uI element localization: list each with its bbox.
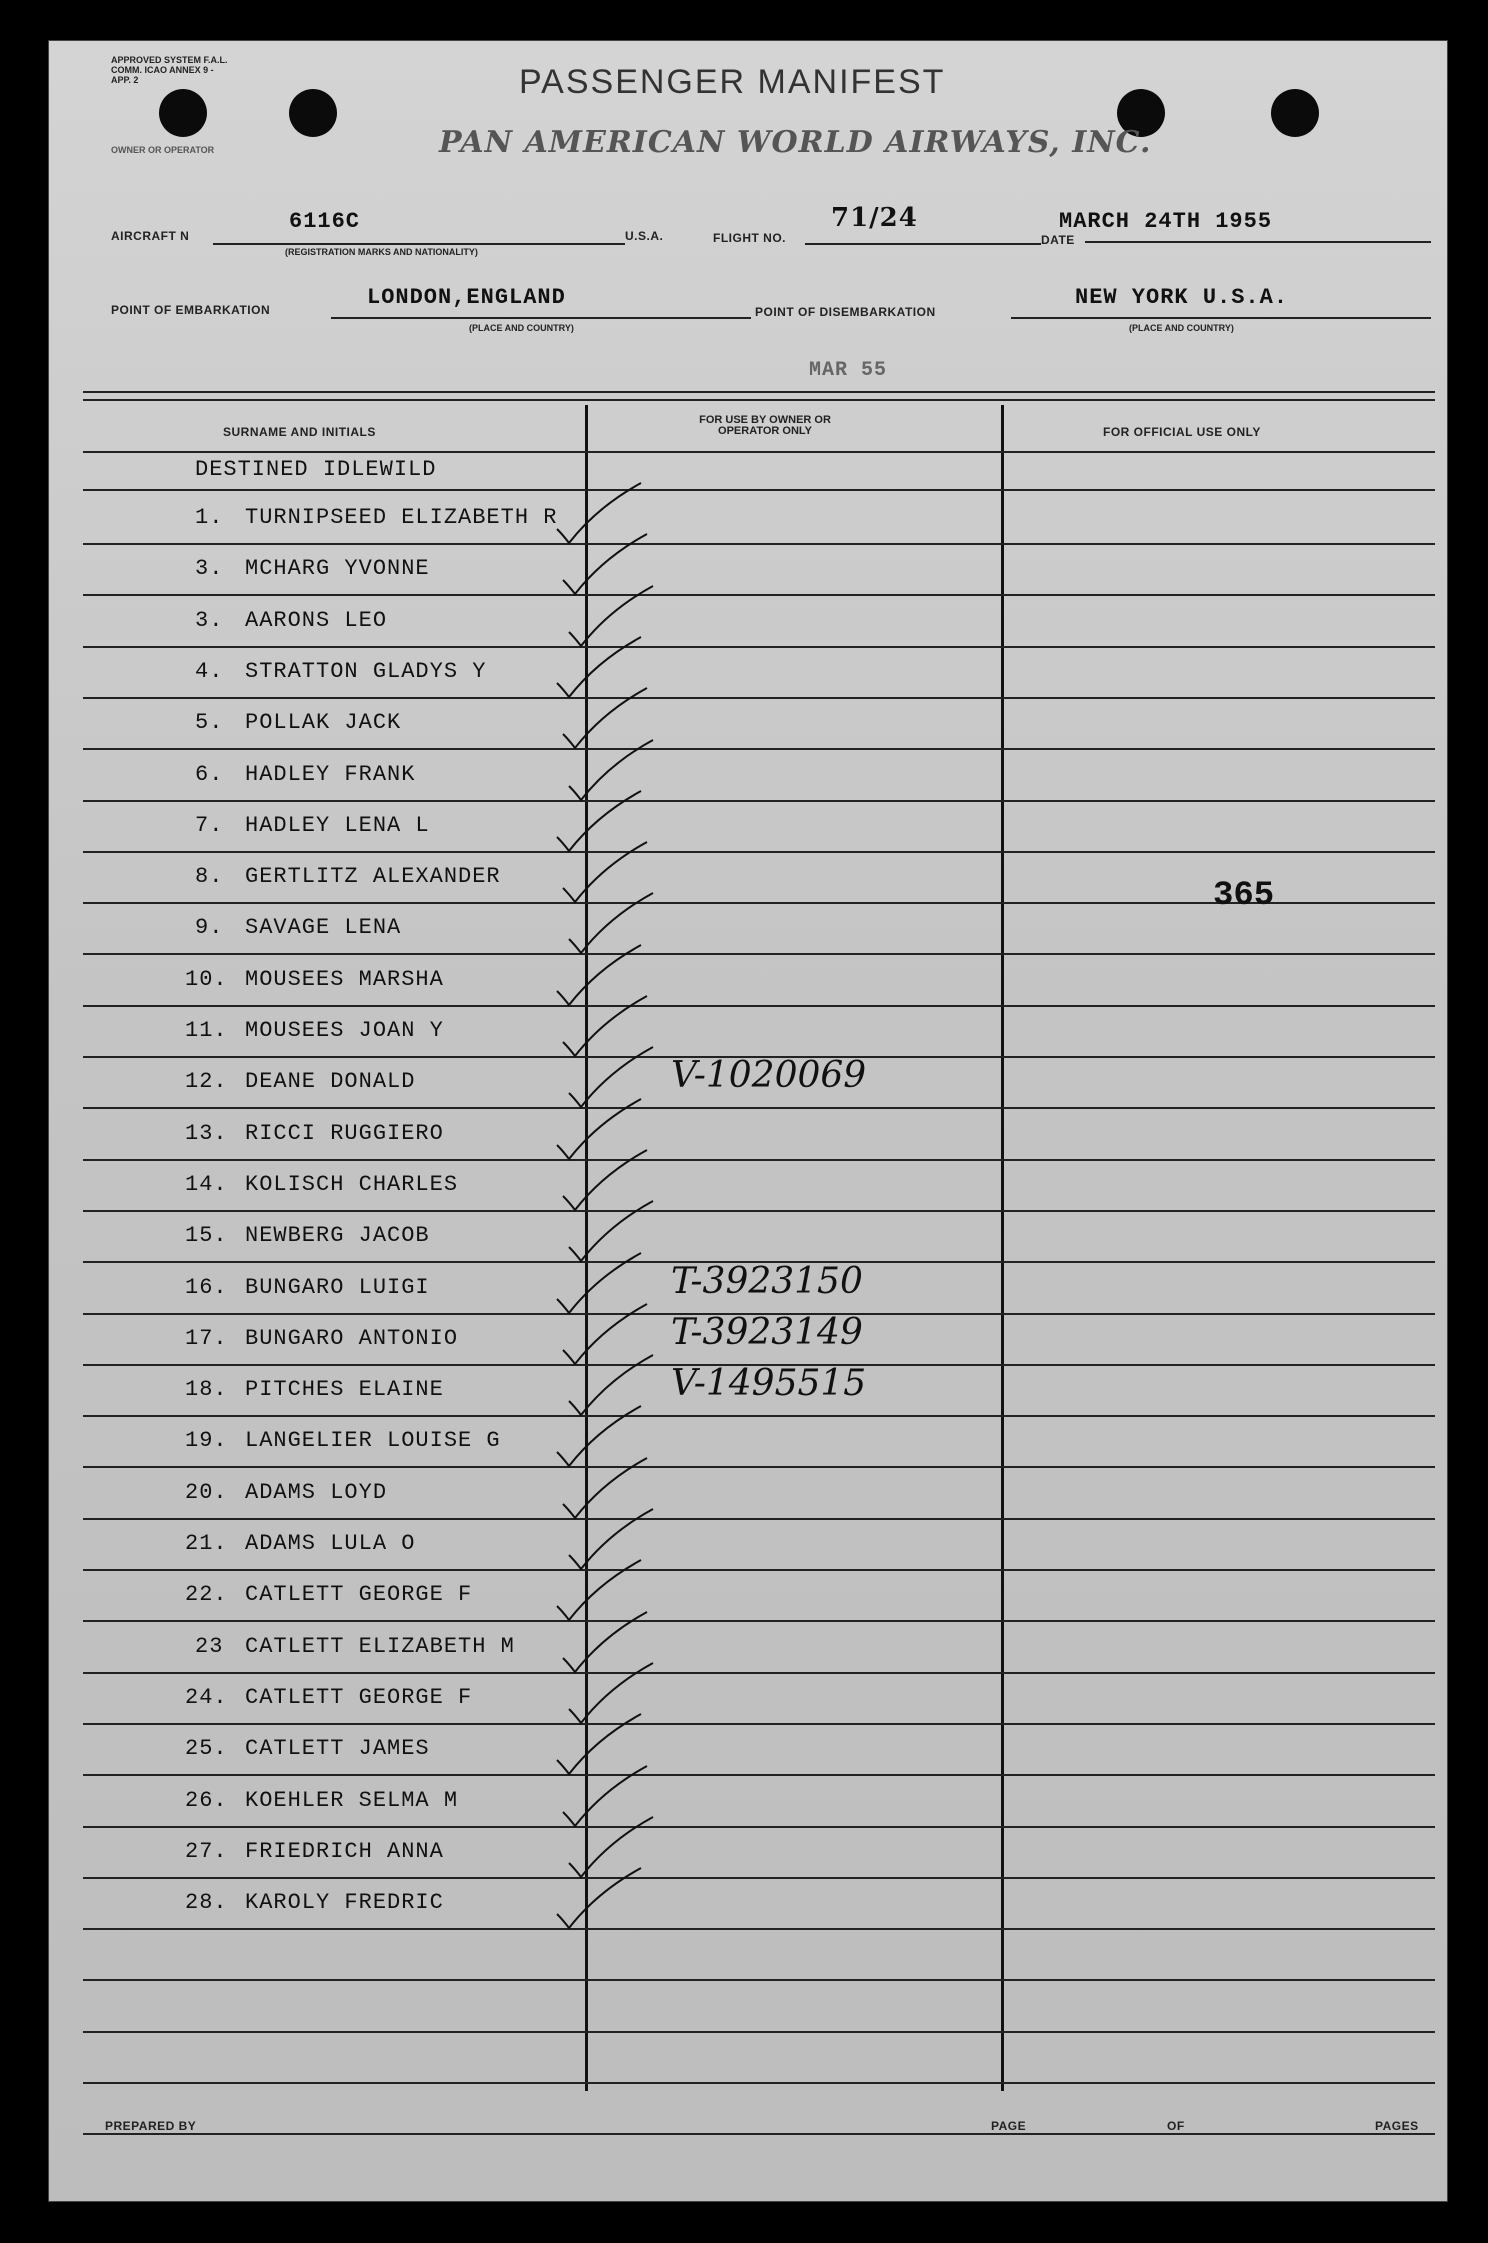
passenger-row: [49, 1576, 1447, 1616]
airline-name: PAN AMERICAN WORLD AIRWAYS, INC.: [439, 125, 1152, 160]
official-number: 365: [1213, 877, 1275, 915]
table-rule: [83, 697, 1435, 699]
passenger-number: 22.: [185, 1582, 228, 1607]
passenger-row: [49, 602, 1447, 642]
disembarkation-place-note: (PLACE AND COUNTRY): [1129, 323, 1234, 333]
passenger-name: ADAMS LULA O: [245, 1531, 416, 1556]
col-surname-header: SURNAME AND INITIALS: [223, 425, 376, 439]
passenger-number: 14.: [185, 1172, 228, 1197]
of-label: OF: [1167, 2119, 1185, 2133]
table-rule: [83, 953, 1435, 955]
date-label: DATE: [1041, 233, 1075, 247]
table-rule: [83, 2031, 1435, 2033]
embarkation-line: [331, 317, 751, 319]
passenger-name: KOLISCH CHARLES: [245, 1172, 459, 1197]
passenger-name: SAVAGE LENA: [245, 915, 402, 940]
stamp-line: MAR 55: [809, 359, 888, 382]
passenger-name: CATLETT JAMES: [245, 1736, 430, 1761]
prepared-by-label: PREPARED BY: [105, 2119, 197, 2133]
approval-stamp: APPROVED SYSTEM F.A.L. COMM. ICAO ANNEX 9 - APP. 2: [111, 55, 228, 85]
table-rule: [83, 1672, 1435, 1674]
col-official-header: FOR OFFICIAL USE ONLY: [1103, 425, 1261, 439]
passenger-number: 25.: [185, 1736, 228, 1761]
passenger-row: [49, 653, 1447, 693]
passenger-name: RICCI RUGGIERO: [245, 1121, 444, 1146]
passenger-name: BUNGARO ANTONIO: [245, 1326, 459, 1351]
passenger-row: [49, 1628, 1447, 1668]
table-top-rule: [83, 391, 1435, 393]
passenger-note: V-1495515: [671, 1363, 867, 1404]
passenger-number: 16.: [185, 1275, 228, 1300]
passenger-note: T-3923149: [671, 1312, 863, 1353]
table-rule: [83, 543, 1435, 545]
passenger-row: [49, 1115, 1447, 1155]
passenger-number: 12.: [185, 1069, 228, 1094]
disembarkation-line: [1011, 317, 1431, 319]
passenger-number: 4.: [195, 659, 224, 684]
table-rule: [83, 1518, 1435, 1520]
passenger-name: CATLETT GEORGE F: [245, 1582, 473, 1607]
passenger-row: [49, 909, 1447, 949]
passenger-name: CATLETT ELIZABETH M: [245, 1634, 515, 1659]
passenger-number: 5.: [195, 710, 224, 735]
passenger-row: [49, 499, 1447, 539]
passenger-row: [49, 550, 1447, 590]
passenger-note: T-3923150: [671, 1261, 863, 1302]
table-rule: [83, 1569, 1435, 1571]
passenger-number: 26.: [185, 1788, 228, 1813]
passenger-row: [49, 807, 1447, 847]
passenger-note: V-1020069: [671, 1055, 867, 1096]
passenger-row: [49, 1679, 1447, 1719]
passenger-name: MCHARG YVONNE: [245, 556, 430, 581]
table-rule: [83, 1928, 1435, 1930]
passenger-name: KAROLY FREDRIC: [245, 1890, 444, 1915]
date-value: MARCH 24TH 1955: [1059, 209, 1273, 234]
passenger-number: 11.: [185, 1018, 228, 1043]
table-rule: [83, 1723, 1435, 1725]
passenger-row: [49, 1525, 1447, 1565]
of-line: [1195, 2133, 1375, 2134]
passenger-number: 28.: [185, 1890, 228, 1915]
passenger-row: [49, 1012, 1447, 1052]
passenger-name: TURNIPSEED ELIZABETH R: [245, 505, 558, 530]
table-rule: [83, 1466, 1435, 1468]
date-line: [1085, 241, 1431, 243]
aircraft-value: 6116C: [289, 209, 361, 234]
passenger-name: POLLAK JACK: [245, 710, 402, 735]
table-top-rule: [83, 399, 1435, 401]
passenger-number: 17.: [185, 1326, 228, 1351]
passenger-row: [49, 704, 1447, 744]
table-rule: [83, 1159, 1435, 1161]
passenger-number: 1.: [195, 505, 224, 530]
embarkation-value: LONDON,ENGLAND: [367, 285, 566, 310]
passenger-number: 13.: [185, 1121, 228, 1146]
disembarkation-value: NEW YORK U.S.A.: [1075, 285, 1289, 310]
passenger-number: 10.: [185, 967, 228, 992]
table-rule: [83, 1877, 1435, 1879]
passenger-row: [49, 1166, 1447, 1206]
flight-line: [805, 243, 1041, 245]
passenger-number: 6.: [195, 762, 224, 787]
table-rule: [83, 594, 1435, 596]
passenger-name: NEWBERG JACOB: [245, 1223, 430, 1248]
page-line: [1039, 2133, 1159, 2134]
passenger-row: [49, 1363, 1447, 1411]
destined-line: DESTINED IDLEWILD: [195, 457, 437, 482]
passenger-row: [49, 1312, 1447, 1360]
passenger-row: [49, 1474, 1447, 1514]
passenger-name: LANGELIER LOUISE G: [245, 1428, 501, 1453]
passenger-name: KOEHLER SELMA M: [245, 1788, 459, 1813]
passenger-number: 21.: [185, 1531, 228, 1556]
passenger-name: CATLETT GEORGE F: [245, 1685, 473, 1710]
embarkation-label: POINT OF EMBARKATION: [111, 303, 271, 317]
col-owner-header: FOR USE BY OWNER OR OPERATOR ONLY: [699, 414, 831, 437]
table-rule: [83, 451, 1435, 453]
table-rule: [83, 1774, 1435, 1776]
passenger-number: 23: [195, 1634, 224, 1659]
prepared-by-line: [199, 2133, 1039, 2134]
table-rule: [83, 800, 1435, 802]
table-rule: [83, 1210, 1435, 1212]
table-rule: [83, 1826, 1435, 1828]
passenger-number: 8.: [195, 864, 224, 889]
passenger-name: MOUSEES JOAN Y: [245, 1018, 444, 1043]
table-rule: [83, 1415, 1435, 1417]
passenger-number: 24.: [185, 1685, 228, 1710]
passenger-number: 19.: [185, 1428, 228, 1453]
passenger-name: DEANE DONALD: [245, 1069, 416, 1094]
passenger-name: HADLEY FRANK: [245, 762, 416, 787]
flight-label: FLIGHT NO.: [713, 231, 786, 245]
pages-label: PAGES: [1375, 2119, 1419, 2133]
passenger-row: [49, 1217, 1447, 1257]
passenger-row: [49, 1261, 1447, 1309]
table-rule: [83, 1620, 1435, 1622]
passenger-row: [49, 1055, 1447, 1103]
table-rule: [83, 1979, 1435, 1981]
table-rule: [83, 646, 1435, 648]
usa-label: U.S.A.: [625, 229, 664, 243]
passenger-name: ADAMS LOYD: [245, 1480, 388, 1505]
passenger-name: HADLEY LENA L: [245, 813, 430, 838]
passenger-number: 27.: [185, 1839, 228, 1864]
owner-operator-label: OWNER OR OPERATOR: [111, 145, 215, 155]
table-rule: [83, 851, 1435, 853]
table-rule: [83, 489, 1435, 491]
punch-hole: [159, 89, 207, 137]
manifest-sheet: [48, 40, 1448, 2202]
passenger-name: GERTLITZ ALEXANDER: [245, 864, 501, 889]
page-label: PAGE: [991, 2119, 1027, 2133]
passenger-number: 15.: [185, 1223, 228, 1248]
passenger-row: [49, 1730, 1447, 1770]
flight-value: 71/24: [831, 203, 918, 233]
aircraft-label: AIRCRAFT N: [111, 229, 190, 243]
passenger-row: [49, 1782, 1447, 1822]
passenger-name: AARONS LEO: [245, 608, 388, 633]
aircraft-line: [213, 243, 625, 245]
table-rule: [83, 1005, 1435, 1007]
passenger-number: 3.: [195, 556, 224, 581]
passenger-number: 18.: [185, 1377, 228, 1402]
passenger-row: [49, 1884, 1447, 1924]
passenger-number: 9.: [195, 915, 224, 940]
table-rule: [83, 2082, 1435, 2084]
page-title: PASSENGER MANIFEST: [519, 63, 946, 101]
check-mark-icon: [549, 1862, 659, 1942]
table-rule: [83, 748, 1435, 750]
passenger-name: FRIEDRICH ANNA: [245, 1839, 444, 1864]
passenger-row: [49, 1833, 1447, 1873]
passenger-row: [49, 961, 1447, 1001]
passenger-number: 20.: [185, 1480, 228, 1505]
punch-hole: [1271, 89, 1319, 137]
passenger-number: 3.: [195, 608, 224, 633]
embarkation-place-note: (PLACE AND COUNTRY): [469, 323, 574, 333]
passenger-name: STRATTON GLADYS Y: [245, 659, 487, 684]
passenger-name: PITCHES ELAINE: [245, 1377, 444, 1402]
passenger-name: BUNGARO LUIGI: [245, 1275, 430, 1300]
registration-note: (REGISTRATION MARKS AND NATIONALITY): [285, 247, 478, 257]
passenger-number: 7.: [195, 813, 224, 838]
disembarkation-label: POINT OF DISEMBARKATION: [755, 305, 936, 319]
passenger-name: MOUSEES MARSHA: [245, 967, 444, 992]
passenger-row: [49, 1422, 1447, 1462]
table-rule: [83, 1107, 1435, 1109]
punch-hole: [289, 89, 337, 137]
passenger-row: [49, 756, 1447, 796]
